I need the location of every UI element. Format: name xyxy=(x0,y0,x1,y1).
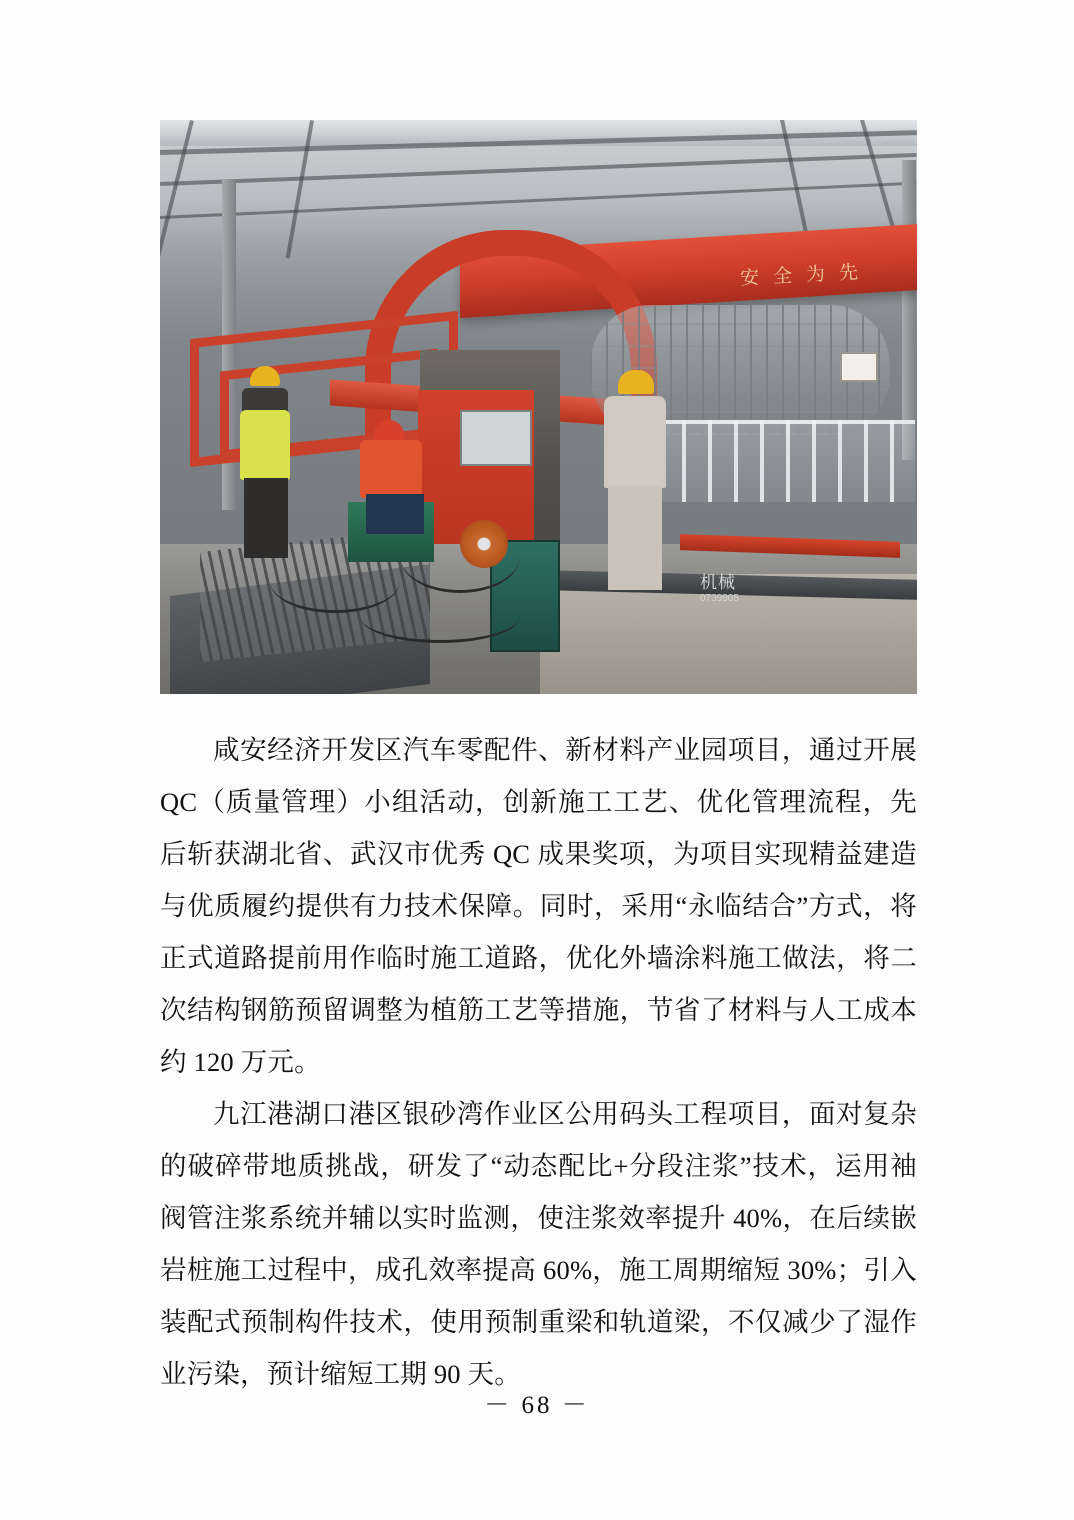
machine-brand-text: 机械 xyxy=(700,573,736,592)
body-paragraph-2: 九江港湖口港区银砂湾作业区公用码头工程项目，面对复杂的破碎带地质挑战，研发了“动态配比+分段注浆”技术，运用袖阀管注浆系统并辅以实时监测，使注浆效率提升 40%，在后续嵌岩桩施工过程中，成孔效率提高 60%，施工周期缩短 30%；引入装配式预制构件技术，使用预制重梁和轨道梁，不仅减少了湿作业污染，预计缩短工期 90 天。 xyxy=(160,1099,917,1389)
safety-vest xyxy=(240,410,290,480)
wall-sign xyxy=(840,352,878,382)
page-number: － 68 － xyxy=(484,1392,590,1419)
worker-legs xyxy=(608,486,662,590)
safety-vest xyxy=(360,440,422,498)
worker-legs xyxy=(244,478,288,558)
page-content xyxy=(160,120,917,1400)
worker-uniform xyxy=(604,396,666,488)
roof-truss xyxy=(160,153,917,186)
safety-fence xyxy=(630,420,915,502)
machine-brand-sub: 0739905 xyxy=(700,593,739,604)
control-panel xyxy=(460,410,532,466)
machine-brand xyxy=(700,568,739,604)
body-paragraph-1: 咸安经济开发区汽车零配件、新材料产业园项目，通过开展 QC（质量管理）小组活动，创新施工工艺、优化管理流程，先后斩获湖北省、武汉市优秀 QC 成果奖项，为项目实现精益建造与优质履约提供有力技术保障。同时，采用“永临结合”方式，将正式道路提前用作临时施工道路，优化外墙涂料施工做法，将二次结构钢筋预留调整为植筋工艺等措施，节省了材料与人工成本约 120 万元。 xyxy=(160,735,917,1077)
safety-helmet xyxy=(618,370,654,394)
power-cable xyxy=(360,590,520,643)
worker-legs xyxy=(366,494,424,534)
gantry-slogan: 安全为先 xyxy=(739,261,873,290)
photo-background xyxy=(160,120,917,694)
construction-photo xyxy=(160,120,917,694)
structural-pillar xyxy=(902,160,916,460)
